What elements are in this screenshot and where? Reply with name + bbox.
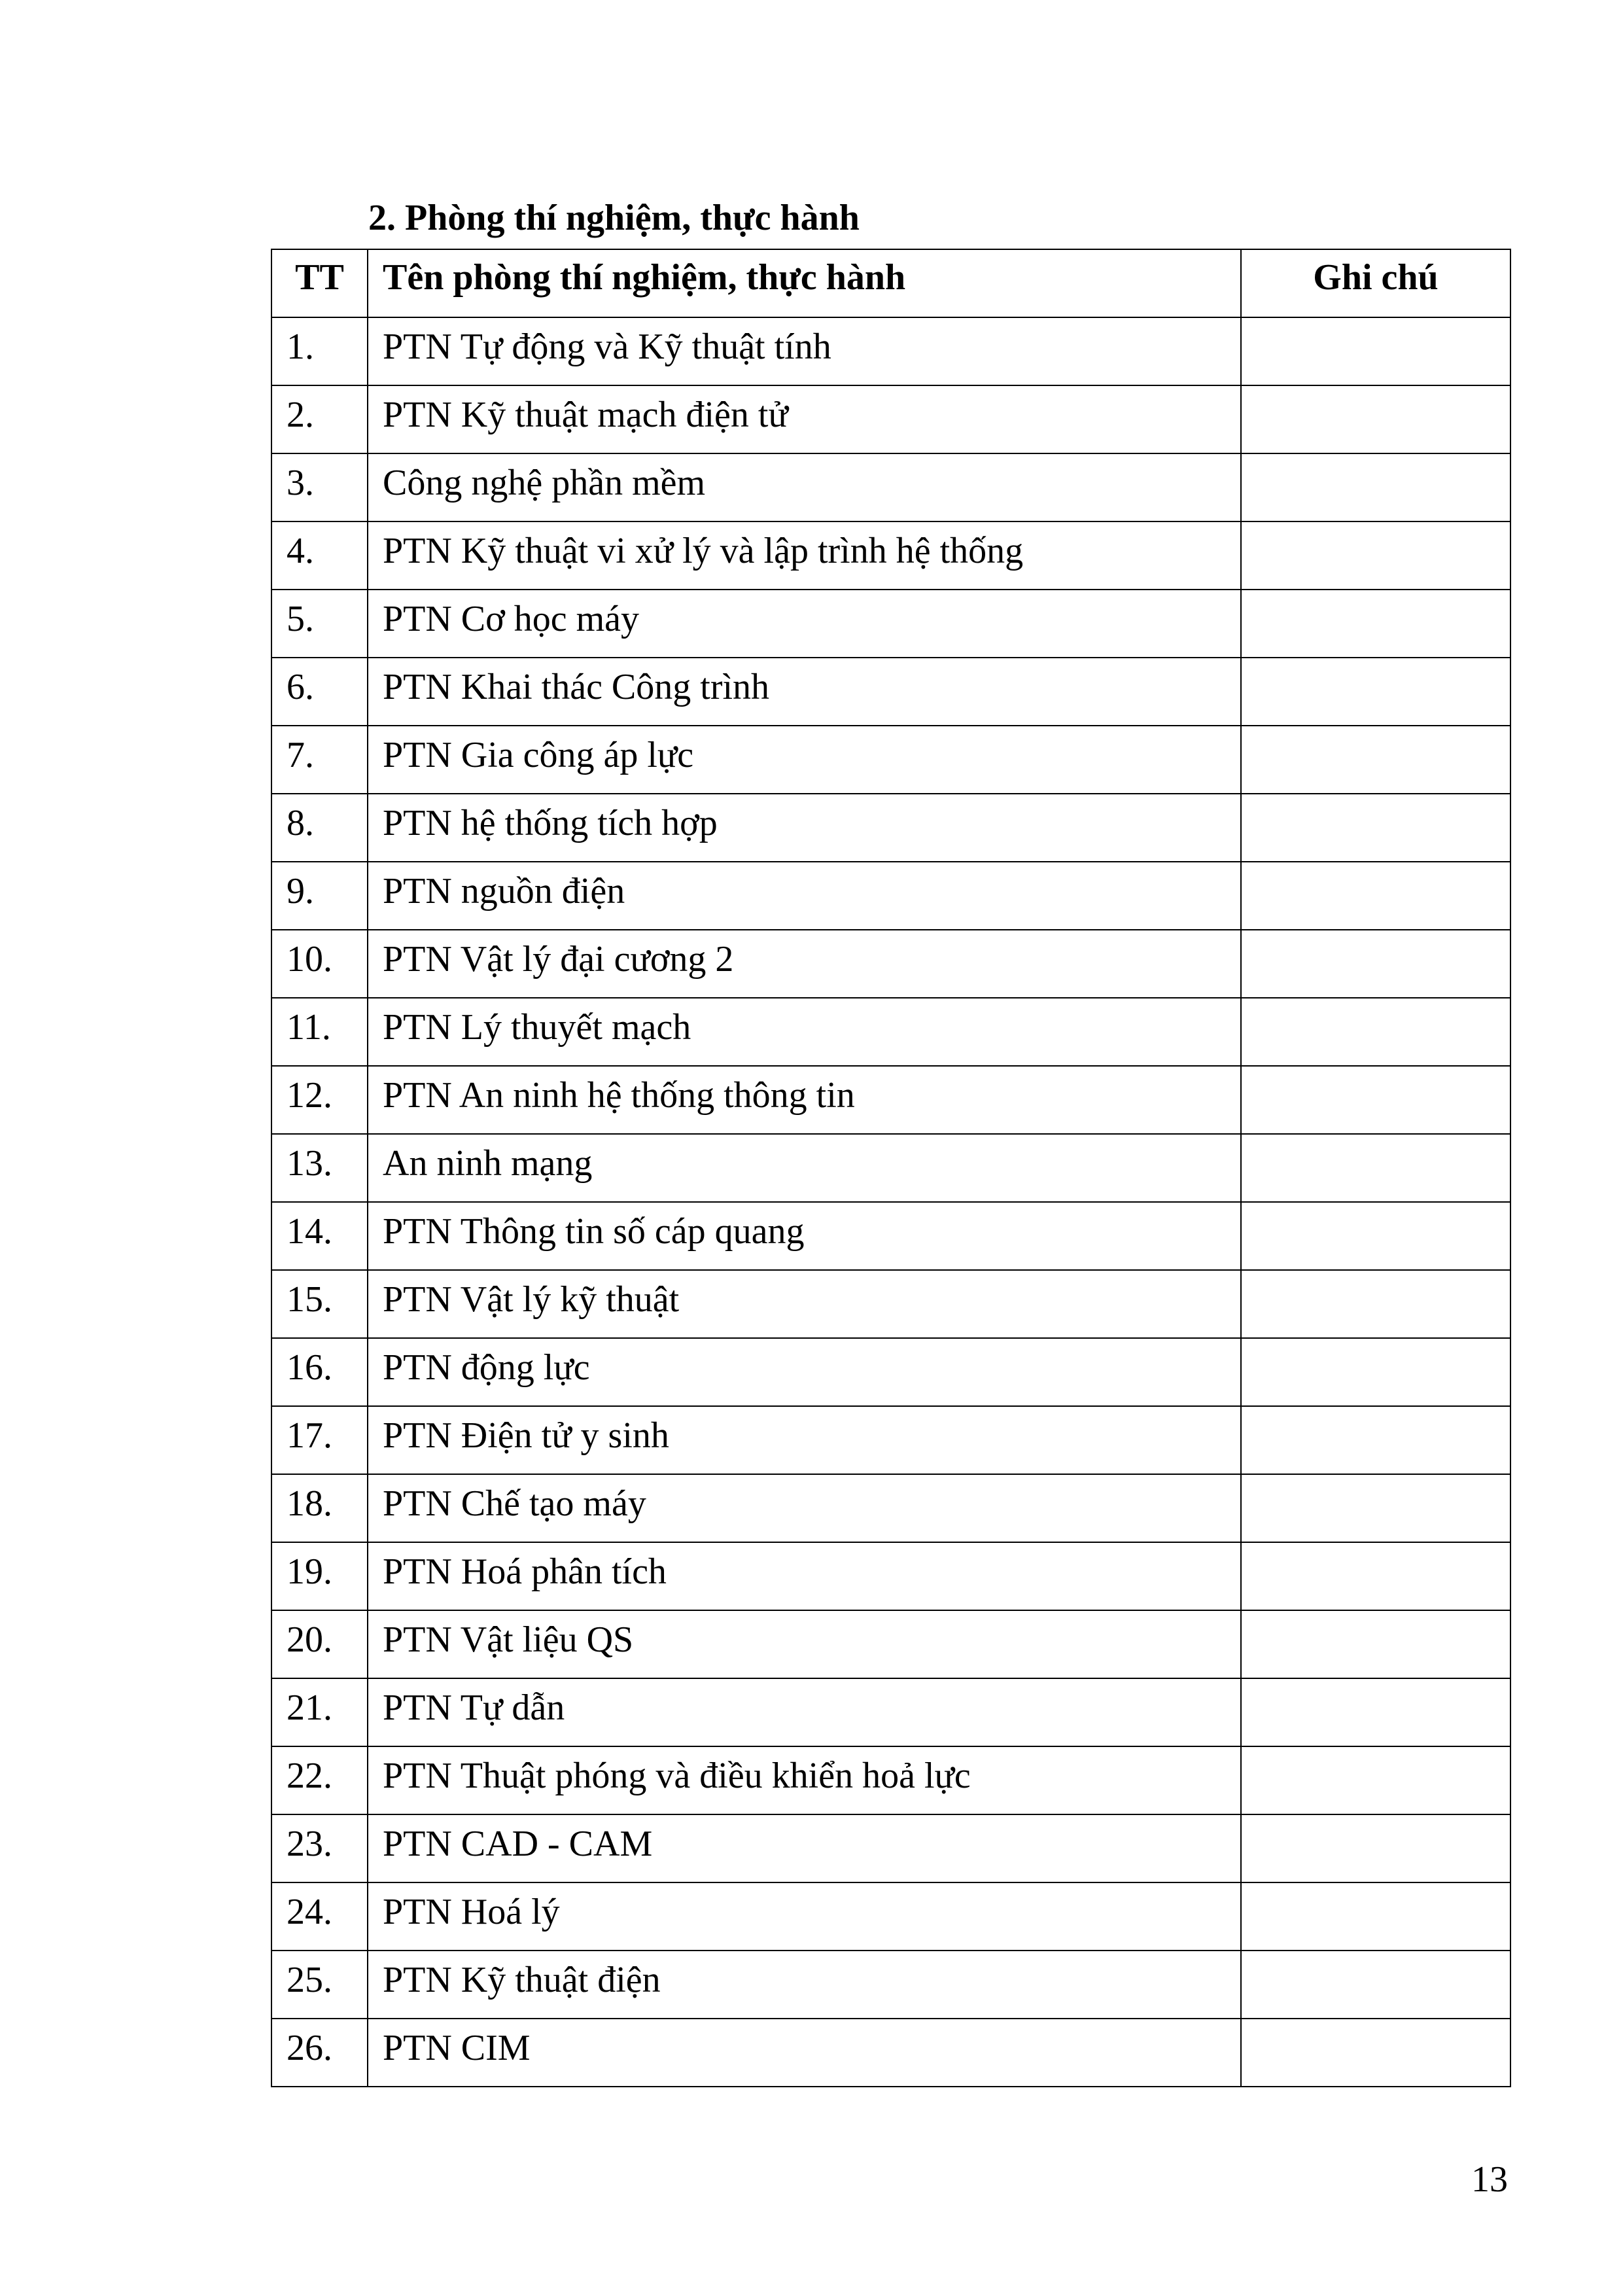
table-row [271, 1542, 1510, 1610]
lab-name: PTN Hoá lý [368, 1882, 1241, 1951]
row-notes [1241, 1134, 1510, 1202]
table-row [271, 453, 1510, 521]
table-row [271, 998, 1510, 1066]
lab-name: PTN Khai thác Công trình [368, 658, 1241, 726]
row-number: 26. [271, 2019, 368, 2087]
row-number: 9. [271, 862, 368, 930]
lab-name: An ninh mạng [368, 1134, 1241, 1202]
table-row [271, 1270, 1510, 1338]
table-row [271, 1746, 1510, 1814]
lab-name: PTN Hoá phân tích [368, 1542, 1241, 1610]
table-row [271, 521, 1510, 590]
table-row [271, 1474, 1510, 1542]
page-number: 13 [1471, 2159, 1508, 2200]
row-number: 11. [271, 998, 368, 1066]
lab-name: PTN Vật liệu QS [368, 1610, 1241, 1678]
row-notes [1241, 1270, 1510, 1338]
table-row [271, 1951, 1510, 2019]
lab-name: PTN Chế tạo máy [368, 1474, 1241, 1542]
row-notes [1241, 521, 1510, 590]
row-notes [1241, 1882, 1510, 1951]
lab-name: PTN Vật lý đại cương 2 [368, 930, 1241, 998]
table-body [271, 317, 1510, 2087]
table-row [271, 1066, 1510, 1134]
lab-name: PTN CIM [368, 2019, 1241, 2087]
lab-name: PTN Tự động và Kỹ thuật tính [368, 317, 1241, 385]
row-notes [1241, 1542, 1510, 1610]
lab-name: PTN nguồn điện [368, 862, 1241, 930]
row-notes [1241, 1951, 1510, 2019]
row-number: 19. [271, 1542, 368, 1610]
table-row [271, 1678, 1510, 1746]
table-row [271, 726, 1510, 794]
row-notes [1241, 453, 1510, 521]
row-number: 16. [271, 1338, 368, 1406]
row-number: 12. [271, 1066, 368, 1134]
table-row [271, 1882, 1510, 1951]
row-number: 6. [271, 658, 368, 726]
lab-name: PTN hệ thống tích hợp [368, 794, 1241, 862]
table-row [271, 794, 1510, 862]
row-notes [1241, 1610, 1510, 1678]
row-number: 23. [271, 1814, 368, 1882]
section-title: 2. Phòng thí nghiệm, thực hành [368, 198, 860, 238]
lab-name: PTN Vật lý kỹ thuật [368, 1270, 1241, 1338]
lab-name: PTN Kỹ thuật vi xử lý và lập trình hệ thống [368, 521, 1241, 590]
row-notes [1241, 1474, 1510, 1542]
table-row [271, 317, 1510, 385]
row-number: 22. [271, 1746, 368, 1814]
header-name: Tên phòng thí nghiệm, thực hành [368, 249, 1241, 317]
row-notes [1241, 998, 1510, 1066]
table-row [271, 1134, 1510, 1202]
row-number: 4. [271, 521, 368, 590]
row-notes [1241, 1338, 1510, 1406]
lab-name: PTN động lực [368, 1338, 1241, 1406]
row-number: 18. [271, 1474, 368, 1542]
lab-name: PTN Kỹ thuật mạch điện tử [368, 385, 1241, 453]
lab-name: PTN Kỹ thuật điện [368, 1951, 1241, 2019]
row-notes [1241, 1406, 1510, 1474]
row-notes [1241, 1202, 1510, 1270]
table-row [271, 862, 1510, 930]
table-header-row [271, 249, 1510, 317]
lab-name: PTN Gia công áp lực [368, 726, 1241, 794]
row-number: 24. [271, 1882, 368, 1951]
row-notes [1241, 1814, 1510, 1882]
lab-name: PTN Điện tử y sinh [368, 1406, 1241, 1474]
row-number: 2. [271, 385, 368, 453]
row-number: 1. [271, 317, 368, 385]
row-notes [1241, 862, 1510, 930]
row-number: 14. [271, 1202, 368, 1270]
table-row [271, 385, 1510, 453]
row-number: 8. [271, 794, 368, 862]
lab-name: PTN CAD - CAM [368, 1814, 1241, 1882]
row-notes [1241, 385, 1510, 453]
table-row [271, 658, 1510, 726]
table-row [271, 1610, 1510, 1678]
row-number: 10. [271, 930, 368, 998]
row-number: 3. [271, 453, 368, 521]
table-row [271, 1814, 1510, 1882]
row-notes [1241, 930, 1510, 998]
table-row [271, 930, 1510, 998]
lab-name: PTN Cơ học máy [368, 590, 1241, 658]
table-row [271, 590, 1510, 658]
row-number: 13. [271, 1134, 368, 1202]
table-row [271, 2019, 1510, 2087]
row-notes [1241, 590, 1510, 658]
row-number: 20. [271, 1610, 368, 1678]
row-notes [1241, 1066, 1510, 1134]
header-tt: TT [271, 249, 368, 317]
row-number: 5. [271, 590, 368, 658]
lab-name: Công nghệ phần mềm [368, 453, 1241, 521]
table-row [271, 1406, 1510, 1474]
lab-name: PTN Thuật phóng và điều khiển hoả lực [368, 1746, 1241, 1814]
row-number: 7. [271, 726, 368, 794]
row-notes [1241, 1746, 1510, 1814]
row-notes [1241, 794, 1510, 862]
header-notes: Ghi chú [1241, 249, 1510, 317]
lab-name: PTN Tự dẫn [368, 1678, 1241, 1746]
row-number: 25. [271, 1951, 368, 2019]
row-notes [1241, 658, 1510, 726]
row-number: 21. [271, 1678, 368, 1746]
row-number: 17. [271, 1406, 368, 1474]
row-notes [1241, 726, 1510, 794]
row-number: 15. [271, 1270, 368, 1338]
lab-table [271, 249, 1511, 2087]
table-row [271, 1338, 1510, 1406]
table-row [271, 1202, 1510, 1270]
lab-name: PTN Lý thuyết mạch [368, 998, 1241, 1066]
lab-name: PTN Thông tin số cáp quang [368, 1202, 1241, 1270]
row-notes [1241, 1678, 1510, 1746]
row-notes [1241, 2019, 1510, 2087]
row-notes [1241, 317, 1510, 385]
lab-name: PTN An ninh hệ thống thông tin [368, 1066, 1241, 1134]
